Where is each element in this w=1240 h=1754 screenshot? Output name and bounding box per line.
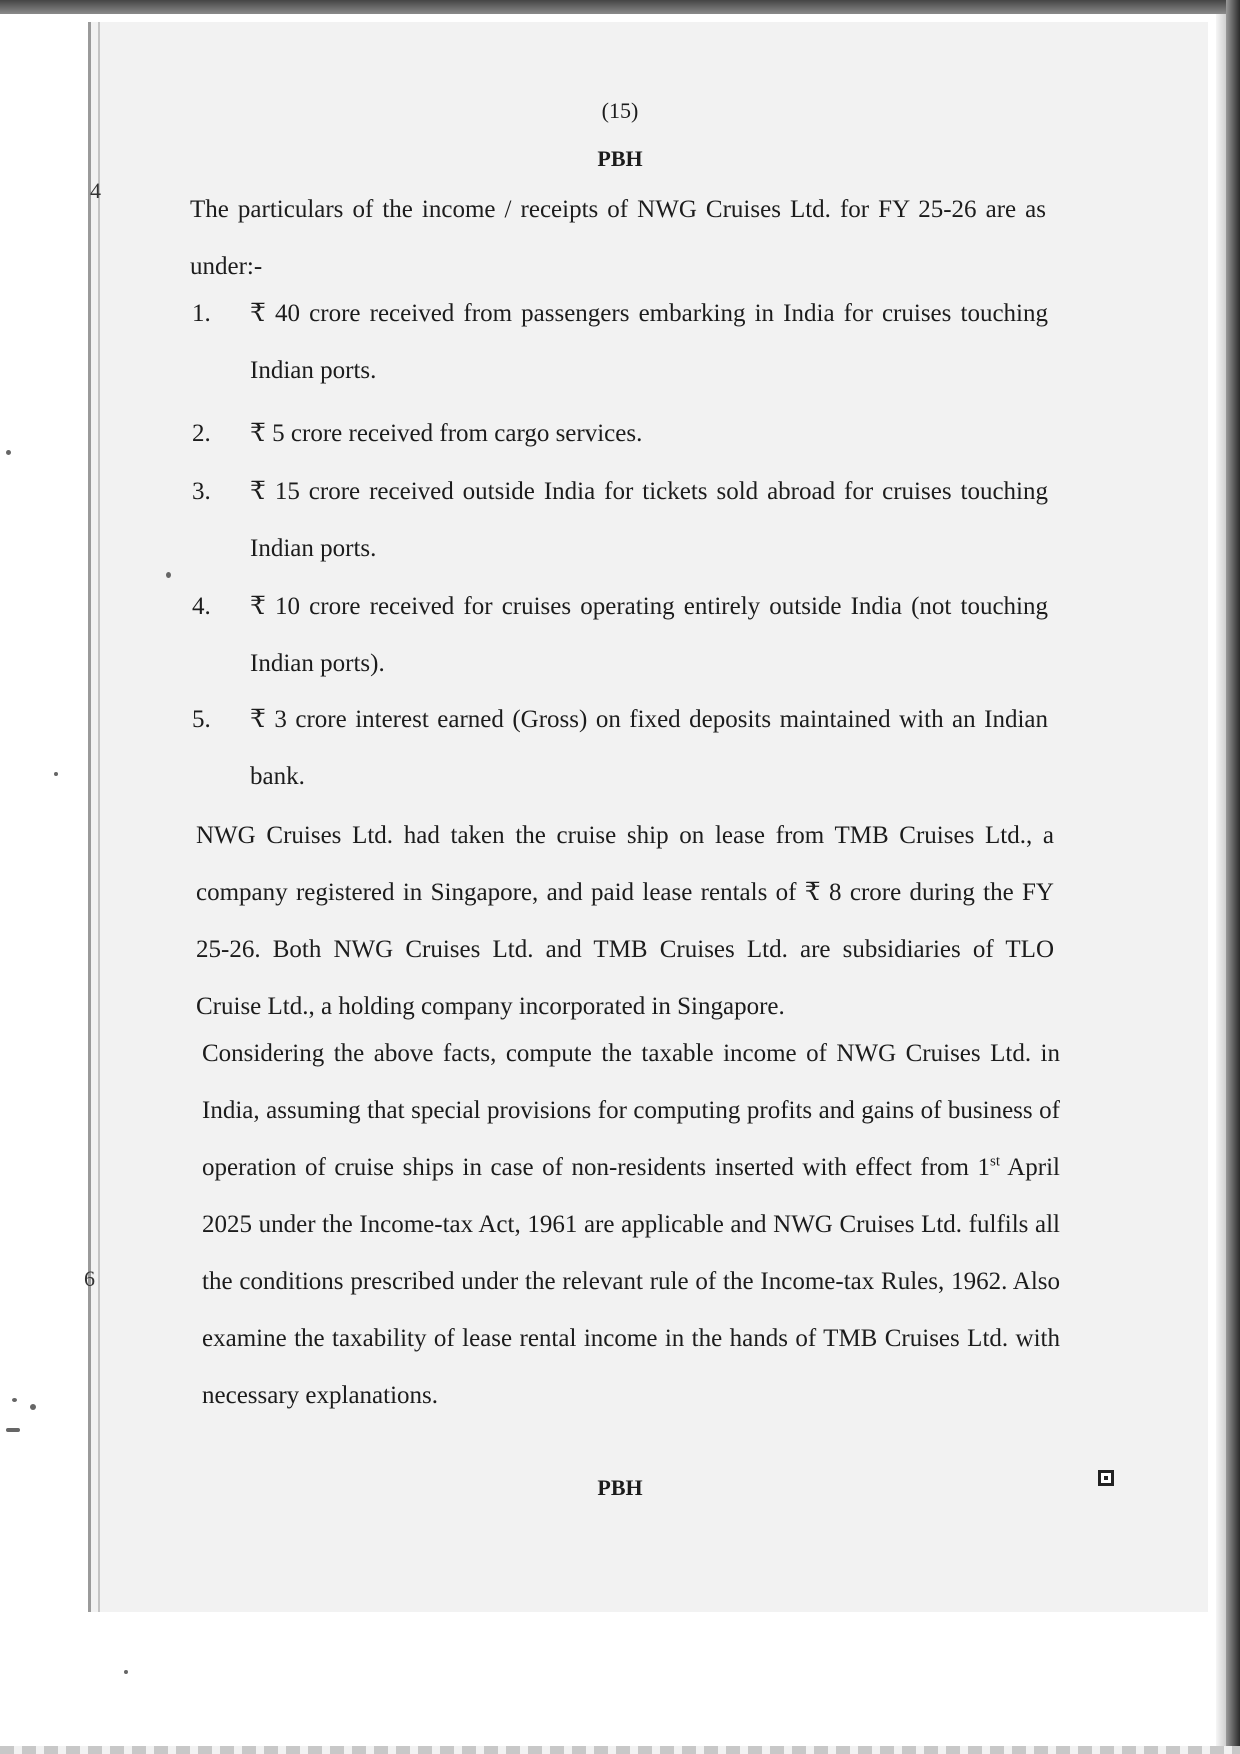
list-item-number: 1. (192, 300, 211, 327)
list-item-text: ₹ 3 crore interest earned (Gross) on fixed deposits maintained with an Indian bank. (250, 706, 1048, 790)
list-item-text: ₹ 10 crore received for cruises operating entirely outside India (not touching Indian ports). (250, 593, 1048, 677)
paper-code-bottom: PBH (597, 1475, 643, 1500)
list-item (192, 405, 1048, 462)
question-paragraph (202, 1025, 1060, 1424)
page-number: (15) (601, 98, 639, 123)
scan-speck (6, 1428, 20, 1432)
corner-box-icon (1098, 1470, 1114, 1486)
scan-speck (12, 1398, 17, 1402)
list-item-text: ₹ 15 crore received outside India for tickets sold abroad for cruises touching Indian ports. (250, 478, 1048, 562)
scan-speck (166, 572, 171, 578)
lease-paragraph: NWG Cruises Ltd. had taken the cruise ship on lease from TMB Cruises Ltd., a company registered in Singapore, and paid lease rentals of ₹ 8 crore during the FY 25-26. Both NWG Cruises Ltd. and TMB Cruises Ltd. are subsidiaries of TLO Cruise Ltd., a holding company incorporated in Singapore. (196, 822, 1054, 1020)
margin-mark-4: 4 (90, 178, 101, 203)
list-item-text: ₹ 5 crore received from cargo services. (250, 420, 643, 447)
paper-code-top: PBH (597, 146, 643, 171)
list-item-number: 2. (192, 420, 211, 447)
question-text-part1: Considering the above facts, compute the taxable income of NWG Cruises Ltd. in India, assuming that special provisions for computing profits and gains of business of operation of cruise ships in case of non-residents inserted with effect from 1 (202, 1040, 1060, 1181)
list-item (192, 463, 1048, 577)
list-item-text: ₹ 40 crore received from passengers embarking in India for cruises touching Indian ports. (250, 300, 1048, 384)
paper-fold-line (98, 22, 100, 1612)
list-item-number: 3. (192, 478, 211, 505)
question-ordinal-suffix: st (990, 1153, 1001, 1170)
list-item-number: 4. (192, 593, 211, 620)
list-item-number: 5. (192, 706, 211, 733)
scan-speck (30, 1404, 36, 1410)
list-item (192, 578, 1048, 692)
margin-mark-6: 6 (84, 1266, 95, 1291)
scan-bottom-edge (0, 1746, 1240, 1754)
question-text-part2: April 2025 under the Income-tax Act, 1961 are applicable and NWG Cruises Ltd. fulfils all the conditions prescribed under the relevant rule of the Income-tax Rules, 1962. Also examine the taxability of lease rental income in the hands of TMB Cruises Ltd. with necessary explanations. (202, 1154, 1060, 1409)
list-item (192, 691, 1048, 805)
list-item (192, 285, 1048, 399)
intro-paragraph: The particulars of the income / receipts of NWG Cruises Ltd. for FY 25-26 are as under:- (190, 196, 1046, 280)
scan-speck (124, 1670, 128, 1674)
scan-speck (6, 450, 11, 455)
scan-speck (54, 772, 58, 776)
scan-top-edge (0, 0, 1240, 14)
